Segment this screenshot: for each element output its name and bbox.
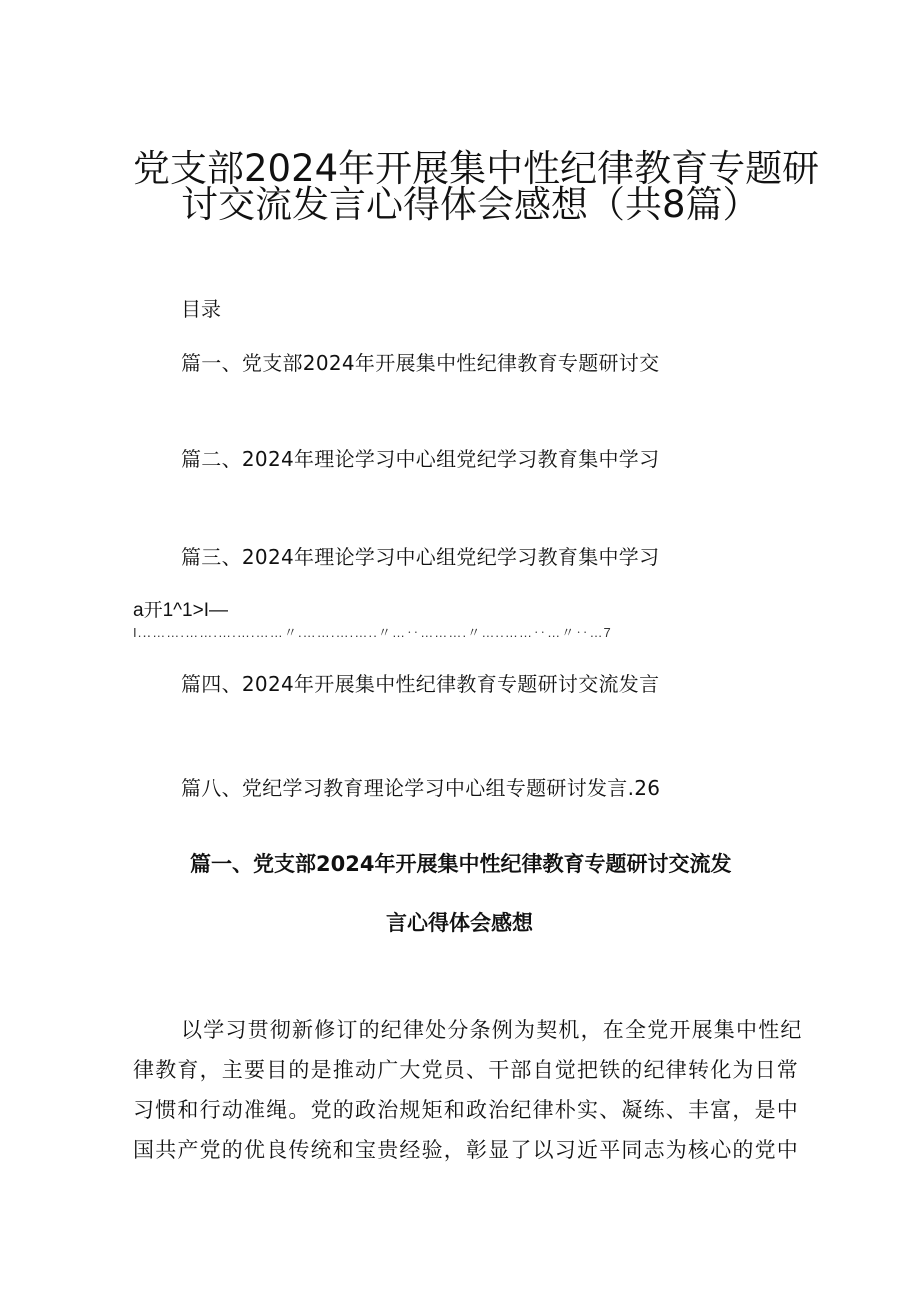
body-paragraph-line-1: 以学习贯彻新修订的纪律处分条例为契机，在全党开展集中性纪 xyxy=(181,1018,803,1042)
garbled-text-line-1: a开1^1>I— xyxy=(133,600,228,621)
body-paragraph-line-4: 国共产党的优良传统和宝贵经验，彰显了以习近平同志为核心的党中 xyxy=(133,1138,799,1162)
section-title-line-2: 言心得体会感想 xyxy=(386,911,533,935)
section-title-line-1: 篇一、党支部2024年开展集中性纪律教育专题研讨交流发 xyxy=(190,852,732,876)
toc-item-8: 篇八、党纪学习教育理论学习中心组专题研讨发言.26 xyxy=(181,776,661,800)
body-paragraph-line-3: 习惯和行动准绳。党的政治规矩和政治纪律朴实、凝练、丰富，是中 xyxy=(133,1098,799,1122)
toc-item-1: 篇一、党支部2024年开展集中性纪律教育专题研讨交 xyxy=(181,351,660,375)
document-title-line-2: 讨交流发言心得体会感想（共8篇） xyxy=(181,183,760,226)
toc-item-4: 篇四、2024年开展集中性纪律教育专题研讨交流发言 xyxy=(181,672,660,696)
toc-item-2: 篇二、2024年理论学习中心组党纪学习教育集中学习 xyxy=(181,447,660,471)
body-paragraph-line-2: 律教育，主要目的是推动广大党员、干部自觉把铁的纪律转化为日常 xyxy=(133,1058,799,1082)
garbled-leader-dots: I.‥…….…….….….……〃.…….….…..〃…‥……….〃…..……‥…〃‥…7 xyxy=(133,625,612,640)
toc-item-3: 篇三、2024年理论学习中心组党纪学习教育集中学习 xyxy=(181,545,660,569)
toc-heading: 目录 xyxy=(181,297,221,321)
document-title-line-1: 党支部2024年开展集中性纪律教育专题研 xyxy=(133,147,820,190)
